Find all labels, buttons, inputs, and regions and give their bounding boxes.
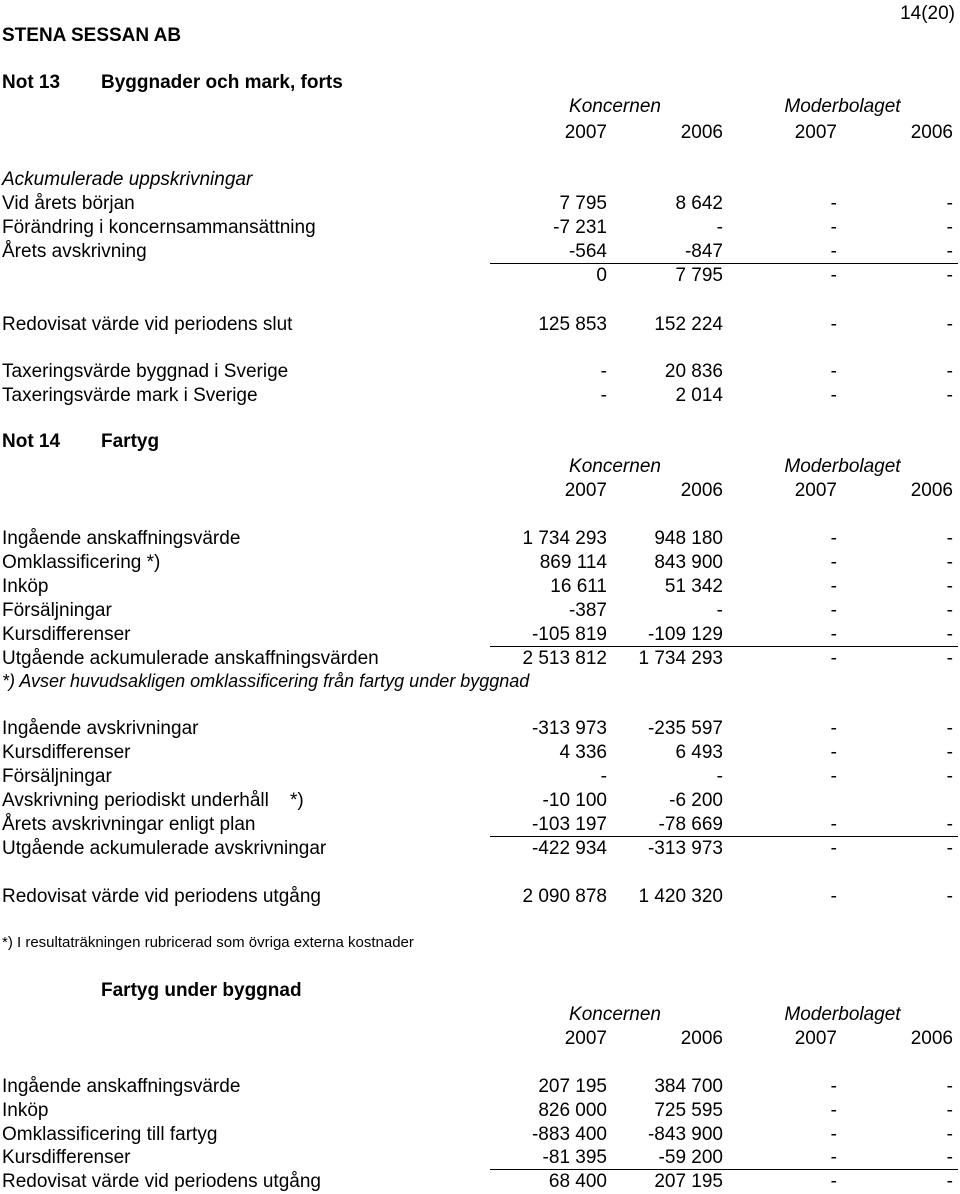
cell: 869 114	[539, 552, 607, 573]
cell: -	[830, 265, 837, 286]
note-14-number: Not 14	[2, 431, 61, 452]
page-number: 14(20)	[900, 3, 955, 24]
cell: -313 973	[531, 718, 607, 739]
cell: -	[830, 552, 837, 573]
cell: 6 493	[675, 742, 723, 763]
table-row	[0, 1076, 960, 1098]
row-label: Försäljningar	[2, 600, 112, 621]
col-header-koncernen: Koncernen	[569, 96, 661, 117]
cell: -422 934	[531, 838, 607, 859]
table-row	[0, 193, 960, 215]
total-rule	[490, 646, 958, 647]
table-row	[0, 742, 960, 764]
cell: -	[830, 1147, 837, 1168]
section-label: Ackumulerade uppskrivningar	[2, 169, 253, 190]
footnote: *) Avser huvudsakligen omklassificering från fartyg under byggnad	[2, 671, 530, 691]
cell: -59 200	[658, 1147, 723, 1168]
col-year: 2006	[680, 122, 723, 143]
cell: -	[830, 814, 837, 835]
col-header-moderbolaget: Moderbolaget	[784, 456, 901, 477]
cell: -	[946, 648, 953, 669]
table-row	[0, 576, 960, 598]
cell: -	[830, 1124, 837, 1145]
cell: -	[830, 838, 837, 859]
cell: 20 836	[664, 361, 723, 382]
cell: 125 853	[538, 314, 607, 335]
row-label: Vid årets början	[2, 193, 135, 214]
row-label: Utgående ackumulerade anskaffningsvärden	[2, 648, 379, 669]
cell: 4 336	[559, 742, 607, 763]
cell: -	[946, 1076, 953, 1097]
col-year: 2007	[794, 1028, 837, 1049]
cell: -	[946, 766, 953, 787]
row-label: Redovisat värde vid periodens slut	[2, 314, 293, 335]
table-row	[0, 1124, 960, 1146]
company-name: STENA SESSAN AB	[2, 25, 182, 46]
table-row	[0, 648, 960, 670]
cell: -	[946, 385, 953, 406]
cell: -	[830, 528, 837, 549]
cell: -	[946, 1171, 953, 1192]
cell: -235 597	[647, 718, 723, 739]
table-row	[0, 241, 960, 263]
cell: -	[716, 766, 723, 787]
total-rule	[490, 263, 958, 264]
cell: 384 700	[654, 1076, 723, 1097]
row-label: Försäljningar	[2, 766, 112, 787]
section-title-fartyg-under-byggnad: Fartyg under byggnad	[101, 980, 302, 1001]
col-year: 2007	[564, 480, 607, 501]
cell: -	[716, 217, 723, 238]
row-label: Kursdifferenser	[2, 1147, 131, 1168]
note-13-title: Byggnader och mark, forts	[101, 72, 343, 93]
cell: -10 100	[542, 790, 607, 811]
table-row	[0, 790, 960, 812]
col-year: 2006	[680, 480, 723, 501]
row-label: Utgående ackumulerade avskrivningar	[2, 838, 327, 859]
cell: 2 513 812	[522, 648, 607, 669]
row-label: Redovisat värde vid periodens utgång	[2, 886, 321, 907]
table-row	[0, 217, 960, 239]
cell: -	[830, 1171, 837, 1192]
cell: -	[946, 552, 953, 573]
cell: 152 224	[654, 314, 723, 335]
cell: 948 180	[654, 528, 723, 549]
cell: -	[946, 576, 953, 597]
cell: -	[830, 742, 837, 763]
cell: -387	[568, 600, 607, 621]
cell: 0	[596, 265, 607, 286]
total-rule	[490, 1169, 958, 1170]
cell: -883 400	[531, 1124, 607, 1145]
row-label: Årets avskrivning	[2, 241, 147, 262]
cell: -	[830, 193, 837, 214]
cell: -	[830, 766, 837, 787]
cell: -	[830, 718, 837, 739]
table-row	[0, 528, 960, 550]
row-label: Årets avskrivningar enligt plan	[2, 814, 256, 835]
cell: -847	[684, 241, 723, 262]
cell: -	[946, 600, 953, 621]
cell: 1 734 293	[522, 528, 607, 549]
row-label: Omklassificering till fartyg	[2, 1124, 218, 1145]
cell: -	[946, 361, 953, 382]
col-year: 2007	[564, 1028, 607, 1049]
col-year: 2006	[910, 122, 953, 143]
table-row	[0, 1100, 960, 1122]
cell: -	[830, 576, 837, 597]
cell: -	[946, 838, 953, 859]
table-row	[0, 624, 960, 646]
row-label: Omklassificering *)	[2, 552, 161, 573]
cell: -	[716, 600, 723, 621]
cell: -	[946, 814, 953, 835]
note-14-title: Fartyg	[101, 431, 160, 452]
cell: 7 795	[675, 265, 723, 286]
cell: -	[946, 314, 953, 335]
cell: -	[946, 742, 953, 763]
cell: -6 200	[669, 790, 723, 811]
cell: -564	[568, 241, 607, 262]
row-label: Redovisat värde vid periodens utgång	[2, 1171, 321, 1192]
table-row	[0, 766, 960, 788]
cell: -78 669	[658, 814, 723, 835]
cell: -	[830, 217, 837, 238]
col-year: 2006	[910, 1028, 953, 1049]
col-header-koncernen: Koncernen	[569, 1004, 661, 1025]
cell: 207 195	[654, 1171, 723, 1192]
row-label: Ingående avskrivningar	[2, 718, 199, 739]
table-row	[0, 718, 960, 740]
cell: -	[830, 648, 837, 669]
cell: 68 400	[548, 1171, 607, 1192]
cell: -	[946, 886, 953, 907]
table-row	[0, 600, 960, 622]
cell: -	[830, 361, 837, 382]
cell: 843 900	[654, 552, 723, 573]
cell: -81 395	[542, 1147, 607, 1168]
cell: -	[946, 217, 953, 238]
cell: 2 090 878	[522, 886, 607, 907]
cell: -103 197	[531, 814, 607, 835]
total-rule	[490, 836, 958, 837]
cell: -	[946, 193, 953, 214]
row-label: Ingående anskaffningsvärde	[2, 1076, 241, 1097]
table-row	[0, 886, 960, 908]
cell: -	[946, 265, 953, 286]
table-row	[0, 838, 960, 860]
cell: 826 000	[538, 1100, 607, 1121]
col-header-moderbolaget: Moderbolaget	[784, 1004, 901, 1025]
cell: 207 195	[538, 1076, 607, 1097]
cell: 51 342	[664, 576, 723, 597]
cell: -	[946, 1124, 953, 1145]
footnote: *) I resultaträkningen rubricerad som övriga externa kostnader	[2, 934, 414, 951]
cell: -	[830, 1100, 837, 1121]
cell: -	[946, 1100, 953, 1121]
cell: -105 819	[531, 624, 607, 645]
cell: -	[830, 624, 837, 645]
cell: -	[830, 241, 837, 262]
row-label: Förändring i koncernsammansättning	[2, 217, 316, 238]
cell: 16 611	[550, 576, 607, 597]
row-label: Inköp	[2, 576, 49, 597]
row-label: Kursdifferenser	[2, 742, 131, 763]
cell: 1 734 293	[638, 648, 723, 669]
cell: -	[830, 314, 837, 335]
cell: -	[600, 361, 607, 382]
cell: -	[946, 528, 953, 549]
cell: -	[600, 385, 607, 406]
table-row	[0, 552, 960, 574]
table-row	[0, 265, 960, 287]
cell: -	[830, 385, 837, 406]
row-label: Taxeringsvärde mark i Sverige	[2, 385, 258, 406]
cell: -	[946, 241, 953, 262]
cell: -	[830, 600, 837, 621]
row-label: Kursdifferenser	[2, 624, 131, 645]
note-13-number: Not 13	[2, 72, 61, 93]
cell: -109 129	[647, 624, 723, 645]
col-year: 2007	[564, 122, 607, 143]
cell: 725 595	[654, 1100, 723, 1121]
table-row	[0, 385, 960, 407]
cell: -	[830, 886, 837, 907]
cell: -	[830, 1076, 837, 1097]
cell: -7 231	[553, 217, 607, 238]
row-label: Taxeringsvärde byggnad i Sverige	[2, 361, 289, 382]
table-row	[0, 814, 960, 836]
cell: -	[600, 766, 607, 787]
cell: -843 900	[647, 1124, 723, 1145]
table-row	[0, 361, 960, 383]
cell: -313 973	[647, 838, 723, 859]
col-year: 2007	[794, 122, 837, 143]
cell: 2 014	[675, 385, 723, 406]
table-row	[0, 314, 960, 336]
cell: 1 420 320	[638, 886, 723, 907]
cell: -	[946, 1147, 953, 1168]
row-label: Avskrivning periodiskt underhåll *)	[2, 790, 304, 811]
col-header-koncernen: Koncernen	[569, 456, 661, 477]
col-year: 2006	[910, 480, 953, 501]
table-row	[0, 1171, 960, 1193]
cell: 8 642	[675, 193, 723, 214]
row-label: Ingående anskaffningsvärde	[2, 528, 241, 549]
table-row	[0, 1147, 960, 1169]
cell: -	[946, 718, 953, 739]
cell: -	[946, 624, 953, 645]
col-year: 2007	[794, 480, 837, 501]
col-header-moderbolaget: Moderbolaget	[784, 96, 901, 117]
cell: 7 795	[559, 193, 607, 214]
row-label: Inköp	[2, 1100, 49, 1121]
col-year: 2006	[680, 1028, 723, 1049]
